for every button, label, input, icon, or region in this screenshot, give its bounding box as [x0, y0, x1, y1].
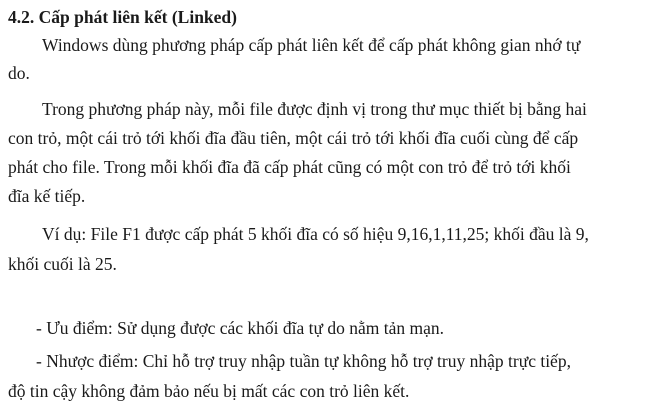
disadvantage-bullet-line-1: - Nhược điểm: Chỉ hỗ trợ truy nhập tuần tự không hỗ trợ truy nhập trực tiếp, — [36, 351, 571, 371]
paragraph-2-line-2: con trỏ, một cái trỏ tới khối đĩa đầu tiên, một cái trỏ tới khối đĩa cuối cùng để cấp — [8, 128, 579, 148]
paragraph-3-line-1: Ví dụ: File F1 được cấp phát 5 khối đĩa có số hiệu 9,16,1,11,25; khối đầu là 9, — [42, 224, 589, 244]
section-heading: 4.2. Cấp phát liên kết (Linked) — [8, 7, 237, 27]
paragraph-1-line-1: Windows dùng phương pháp cấp phát liên kết để cấp phát không gian nhớ tự — [42, 35, 581, 55]
paragraph-2-line-4: đĩa kế tiếp. — [8, 186, 86, 206]
advantage-bullet: - Ưu điểm: Sử dụng được các khối đĩa tự do nằm tản mạn. — [36, 318, 445, 338]
disadvantage-bullet-line-2: độ tin cậy không đảm bảo nếu bị mất các con trỏ liên kết. — [8, 381, 410, 401]
paragraph-2-line-3: phát cho file. Trong mỗi khối đĩa đã cấp phát cũng có một con trỏ để trỏ tới khối — [8, 157, 571, 177]
paragraph-1-line-2: do. — [8, 63, 30, 83]
paragraph-2-line-1: Trong phương pháp này, mỗi file được định vị trong thư mục thiết bị bằng hai — [42, 99, 587, 119]
paragraph-3-line-2: khối cuối là 25. — [8, 254, 117, 274]
